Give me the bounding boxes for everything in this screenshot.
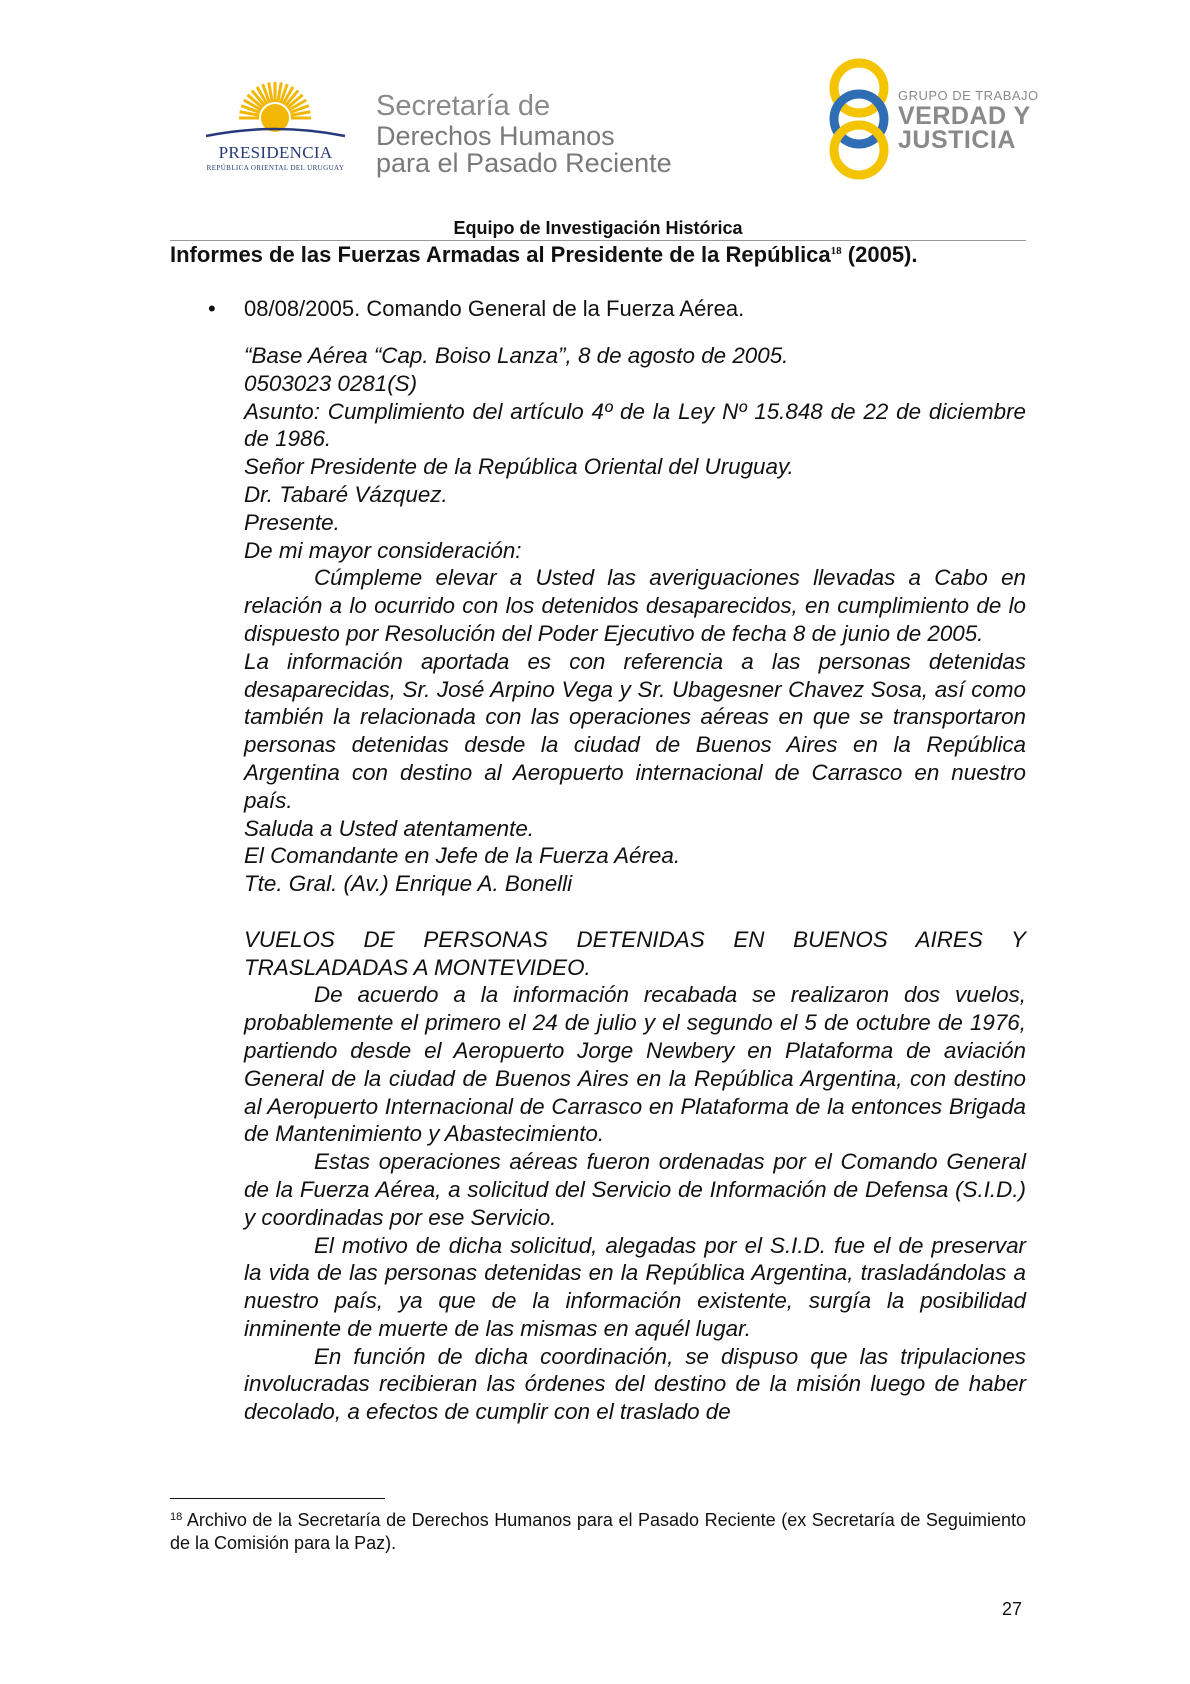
verdad-justicia-rings-logo (822, 58, 897, 180)
body-paragraph: Saluda a Usted atentamente. (244, 815, 535, 841)
republica-label: REPÚBLICA ORIENTAL DEL URUGUAY (206, 164, 345, 172)
verdad-label: VERDAD Y (898, 102, 1031, 130)
footnote-number: 18 (170, 1511, 183, 1523)
body-paragraph: 0503023 0281(S) (244, 370, 418, 396)
secretaria-title-line1: Secretaría de (376, 90, 551, 122)
paragraph-gap (244, 898, 1026, 926)
bullet-text: 08/08/2005. Comando General de la Fuerza Aérea. (244, 296, 745, 321)
body-paragraph: Dr. Tabaré Vázquez. (244, 481, 448, 507)
footnote-text: Archivo de la Secretaría de Derechos Humanos para el Pasado Reciente (ex Secretaría de Seguimiento de la Comisión para la Paz). (170, 1510, 1026, 1553)
footnote-ref: 18 (830, 245, 842, 257)
page-number: 27 (1002, 1599, 1023, 1619)
secretaria-title-line3: para el Pasado Reciente (376, 148, 672, 178)
secretaria-title-line2: Derechos Humanos (376, 121, 615, 151)
body-paragraph: Presente. (244, 509, 340, 535)
footnote (170, 1506, 1026, 1555)
document-title-text: Informes de las Fuerzas Armadas al Presidente de la República (170, 242, 831, 267)
body-paragraph: De acuerdo a la información recabada se realizaron dos vuelos, probablemente el primero el 24 de julio y el segundo el 5 de octubre de 1976, partiendo desde el Aeropuerto Jorge Newbery en Plataforma de aviación General de la ciudad de Buenos Aires en la República Argentina, con destino al Aeropuerto Internacional de Carrasco en Plataforma de la entonces Brigada de Mantenimiento y Abastecimiento. (244, 982, 1026, 1147)
body-paragraph: En función de dicha coordinación, se dispuso que las tripulaciones involucradas recibieran las órdenes del destino de la misión luego de haber decolado, a efectos de cumplir con el traslado de (244, 1343, 1026, 1425)
document-title-year: (2005). (847, 242, 918, 267)
body-paragraph: La información aportada es con referencia a las personas detenidas desaparecidas, Sr. José Arpino Vega y Sr. Ubagesner Chavez Sosa, así como también la relacionada con las operaciones aéreas en que se transportaron personas detenidas desde la ciudad de Buenos Aires en la República Argentina con destino al Aeropuerto internacional de Carrasco en nuestro país. (244, 648, 1026, 813)
presidencia-label: PRESIDENCIA (218, 143, 333, 162)
document-title (170, 242, 918, 268)
body-paragraph: Asunto: Cumplimiento del artículo 4º de la Ley Nº 15.848 de 22 de diciembre de 1986. (244, 398, 1026, 452)
bullet-icon: • (208, 296, 216, 321)
body-paragraph: De mi mayor consideración: (244, 537, 522, 563)
body-paragraph: Cúmpleme elevar a Usted las averiguaciones llevadas a Cabo en relación a lo ocurrido con los detenidos desaparecidos, en cumplimiento de lo dispuesto por Resolución del Poder Ejecutivo de fecha 8 de junio de 2005. (244, 565, 1026, 646)
presidencia-sun-logo (198, 78, 353, 178)
body-paragraph: El motivo de dicha solicitud, alegadas por el S.I.D. fue el de preservar la vida de las personas detenidas en la República Argentina, trasladándolas a nuestro país, ya que de la información existente, surgía la posibilidad inminente de muerte de las mismas en aquél lugar. (244, 1232, 1026, 1341)
letter-body (244, 342, 1026, 1426)
body-paragraph: Tte. Gral. (Av.) Enrique A. Bonelli (244, 871, 573, 897)
body-paragraph: “Base Aérea “Cap. Boiso Lanza”, 8 de agosto de 2005. (244, 343, 789, 368)
body-paragraph: Estas operaciones aéreas fueron ordenadas por el Comando General de la Fuerza Aérea, a solicitud del Servicio de Información de Defensa (S.I.D.) y coordinadas por ese Servicio. (244, 1149, 1026, 1230)
justicia-label: JUSTICIA (898, 126, 1016, 154)
body-paragraph: VUELOS DE PERSONAS DETENIDAS EN BUENOS AIRES Y TRASLADADAS A MONTEVIDEO. (244, 926, 1026, 980)
team-title: Equipo de Investigación Histórica (453, 218, 743, 238)
header-rule (170, 240, 1026, 241)
page-header (0, 0, 1190, 230)
grupo-trabajo-label: GRUPO DE TRABAJO (898, 88, 1039, 103)
body-paragraph: El Comandante en Jefe de la Fuerza Aérea. (244, 843, 681, 869)
body-paragraph: Señor Presidente de la República Oriental del Uruguay. (244, 454, 794, 480)
footnote-rule (170, 1498, 385, 1499)
